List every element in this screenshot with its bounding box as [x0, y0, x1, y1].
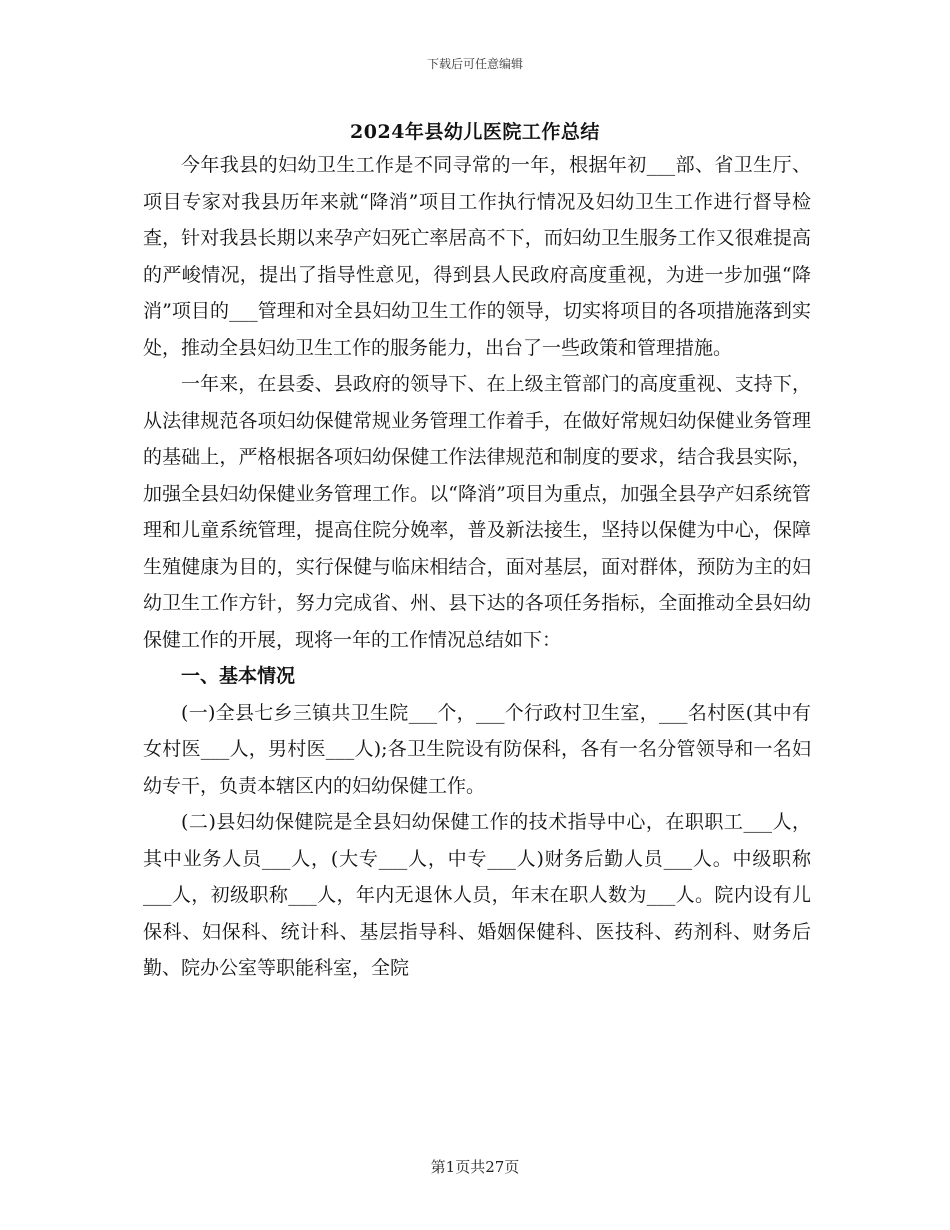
document-body [143, 147, 811, 987]
page-header-note: 下载后可任意编辑 [426, 57, 523, 71]
section-paragraph-2: (二)县妇幼保健院是全县妇幼保健工作的技术指导中心，在职职工___人，其中业务人员___人，(大专___人，中专___人)财务后勤人员___人。中级职称___人，初级职称___人，年内无退休人员，年末在职人数为___人。院内设有儿保科、妇保科、统计科、基层指导科、婚姻保健科、医技科、药剂科、财务后勤、院办公室等职能科室，全院 [143, 811, 811, 979]
body-paragraph-1: 今年我县的妇幼卫生工作是不同寻常的一年，根据年初___部、省卫生厅、项目专家对我县历年来就“降消”项目工作执行情况及妇幼卫生工作进行督导检查，针对我县长期以来孕产妇死亡率居高不下，而妇幼卫生服务工作又很难提高的严峻情况，提出了指导性意见，得到县人民政府高度重视，为进一步加强“降消”项目的___管理和对全县妇幼卫生工作的领导，切实将项目的各项措施落到实处，推动全县妇幼卫生工作的服务能力，出台了一些政策和管理措施。 [143, 154, 811, 359]
body-paragraph-2: 一年来，在县委、县政府的领导下、在上级主管部门的高度重视、支持下，从法律规范各项妇幼保健常规业务管理工作着手，在做好常规妇幼保健业务管理的基础上，严格根据各项妇幼保健工作法律规范和制度的要求，结合我县实际，加强全县妇幼保健业务管理工作。以“降消”项目为重点，加强全县孕产妇系统管理和儿童系统管理，提高住院分娩率，普及新法接生，坚持以保健为中心，保障生殖健康为目的，实行保健与临床相结合，面对基层，面对群体，预防为主的妇幼卫生工作方针，努力完成省、州、县下达的各项任务指标，全面推动全县妇幼保健工作的开展，现将一年的工作情况总结如下： [143, 373, 811, 651]
section-paragraph-1: (一)全县七乡三镇共卫生院___个，___个行政村卫生室，___名村医(其中有女村医___人，男村医___人);各卫生院设有防保科，各有一名分管领导和一名妇幼专干，负责本辖区内的妇幼保健工作。 [143, 701, 811, 797]
section-heading-basic-situation: 一、基本情况 [181, 665, 296, 687]
page-number-footer: 第1页共27页 [430, 1158, 520, 1176]
document-title: 2024年县幼儿医院工作总结 [350, 121, 600, 143]
